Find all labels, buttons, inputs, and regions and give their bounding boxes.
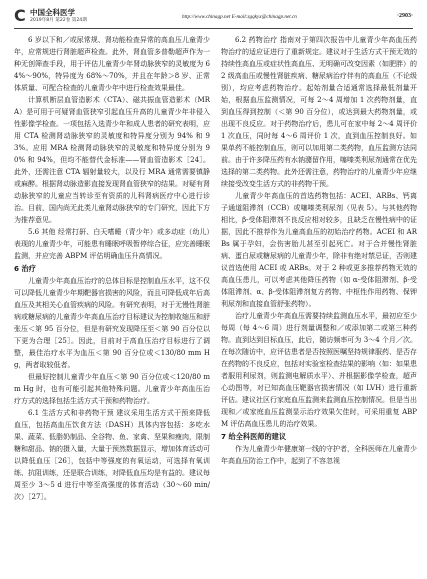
journal-name: 中国全科医学	[30, 8, 75, 17]
page-number: ·2903·	[396, 13, 413, 19]
paragraph: 6 岁以下和／或尿常规、肾功能检查异常的高血压儿童青少年，应常规进行肾脏超声检查。此外，肾血管多普勒超声作为一种无创筛查手段，用于评估儿童青少年肾动脉狭窄的灵敏度为 64%～90%，特异度为 68%～70%，并且在年龄＞8 岁、正常体质量、可配合检查的儿童青少年中进行检查效果最佳。	[14, 36, 210, 92]
paragraph: 治疗儿童青少年高血压需要持续监测血压水平，最初应至少每周（每 4～6 周）进行剂量调整和／或添加第二或第三种药物。直到达到目标血压，此后，随访频率可为 3～4 个月／次。在每次随访中，应评估患者是否按照医嘱坚持规律服药、是否存在药物的不良反应，包括对实验室检查结果的影响（如：如果患者服用利尿剂，则监测电解质水平）、并根据影像学检查，超声心动图等，对已知高血压靶器官损害情况（如 LVH）进行重新评估。建议社区行家庭血压监测来监测血压控制情况。但是当出现和／或家庭血压监测显示治疗效果欠佳时，可采用重复 ABPM 评估高血压患儿的治疗效果。	[221, 312, 417, 428]
paragraph: 但最好控制儿童青少年血压＜第 90 百分位或＜120/80 mm Hg 时，也有可能引起其他特殊问题。儿童青少年高血压治疗方式的选择包括生活方式干预和药物治疗。	[14, 373, 210, 405]
paragraph: 儿童青少年高血压的首选药物包括：ACEI、ARBs、钙离子通道阻滞剂（CCB）或噻嗪类利尿剂（见表 5）。与其他药物相比，β-受体阻滞剂不良反应相对较多，且缺乏在慢性病中的证据，因此不推荐作为儿童高血压的初始治疗药物。ACEI 和 ARBs 属于孕妇，会伤害胎儿甚至引起死亡。对于合并慢性肾脏病、蛋白尿或糖尿病的儿童青少年，除非有绝对禁忌证，否则建议首选使用 ACEI 或 ARBs。对于 2 种或更多推荐药物无效的高血压患儿，可以考虑其他降压药物（如 α-受体阻滞剂、β-受体阻滞剂、α、β-受体阻滞剂复方药物、中枢性作用药物、保钾利尿剂和直接血管舒张药物）。	[221, 192, 417, 308]
paragraph: 作为儿童青少年健康第一线的守护者，全科医师在儿童青少年高血压防治工作中，起到了不容忽视	[221, 445, 417, 465]
paragraph: 儿童青少年高血压治疗的总体目标是控制血压水平，这不仅可以降低儿童青少年期靶器官损害的风险，而且可降低成年后高血压及其相关心血管疾病的风险。有研究表明，对于无慢性肾脏病或糖尿病的儿童青少年高血压治疗目标建议为控制收缩压和舒张压＜第 95 百分位，但是有研究发现降压至＜第 90 百分位以下更为合理［25］。因此，目前对于高血压治疗目标进行了调整，最佳治疗水平为血压＜第 90 百分位或＜130/80 mm Hg，两者取较低者。	[14, 277, 210, 369]
paragraph: 6.2 药物治疗 指南对于第四次报告中儿童青少年高血压药物治疗的适应证进行了重新规定。建议对于生活方式干预无效的持续性高血压或症状性高血压、无明确可改变因素（如肥胖）的 2 级高血压或慢性肾脏疾病、糖尿病治疗伴有的高血压（不论级别），均应考虑药物治疗。起始剂量合适通常选择最低剂量开始，根据血压监测情况，可每 2～4 周增加 1 次药物剂量，直到血压得到控制（＜第 90 百分位），或达到最大药物剂量，或出现不良反应。对于药物治疗后，患儿可在家中每 2～4 周评价 1 次血压，同时每 4～6 周评价 1 次，直到血压控制良好。如果单药不能控制血压，则可以加用第二类药物，血压监测方法同前。由于许多降压药有水钠潴留作用，噻嗪类利尿剂通常在优先选择的第二类药物。此外还需注意，药物治疗的儿童青少年应继续接受改变生活方式的非药物干预。	[221, 36, 417, 188]
page-header	[14, 8, 413, 29]
paragraph: 5.6 其他 经常打鼾、白天嗜睡（青少年）或多动症（幼儿）表现的儿童青少年，可能患有睡眠呼吸暂停综合征，应完善睡眠监测，并应完善 ABPM 评估明确血压升高情况。	[14, 228, 210, 260]
left-column	[14, 34, 210, 574]
section-heading: 6 治疗	[14, 264, 36, 273]
section-heading: 7 给全科医师的建议	[221, 432, 287, 441]
journal-logo-icon: C	[14, 6, 26, 25]
right-column	[221, 34, 417, 574]
journal-issue: 2019年8月 第22卷 第24期	[30, 18, 87, 23]
paragraph: 6.1 生活方式和非药物干预 建议采用生活方式干预来降低血压，包括高血压饮食方法（DASH）具体内容包括：多吃水果、蔬菜、低脂奶制品、全谷物、鱼、家禽、坚果和瘦肉，限制糖和甜品、钠的摄入量，大量于预然数据显示，增加体育活动可以降低血压［26］，包括中等强度的有氧运动，可选择有氧训练、抗阻训练，还是联合训练，对降低血压均是有益的。建议每周至少 3～5 d 进行中等至高强度的体育活动（30～60 min/次）［27］。	[14, 409, 210, 501]
paragraph: 计算机断层血管造影术（CTA）、磁共振血管造影术（MRA）是可用于可疑肾血管狭窄引起血压升高的儿童青少年非侵入性影像学检查。一项包括入选青少年和成人患者的研究表明，应用 CTA 检测肾动脉狭窄的灵敏度和特异度分别为 94% 和 93%。应用 MRA 检测肾动脉狭窄的灵敏度和特异度分别为 90% 和 94%，但均不能替代金标准——肾血管造影术［24］。此外，还需注意 CTA 辐射量较大，以及行 MRA 通常需要镇静或麻醉。根据肾动脉造影直接发现肾血管狭窄的结果。对疑有肾动脉狭窄的儿童应当转诊至有资质的儿科肾病医疗中心进行诊治。目前，国内尚无此类儿童肾动脉狭窄的专门研究，因此下方为推荐意见。	[14, 96, 210, 224]
journal-website: http://www.chinagp.net E-mail:zgqkyx@chinagp.net.cn	[182, 14, 297, 20]
